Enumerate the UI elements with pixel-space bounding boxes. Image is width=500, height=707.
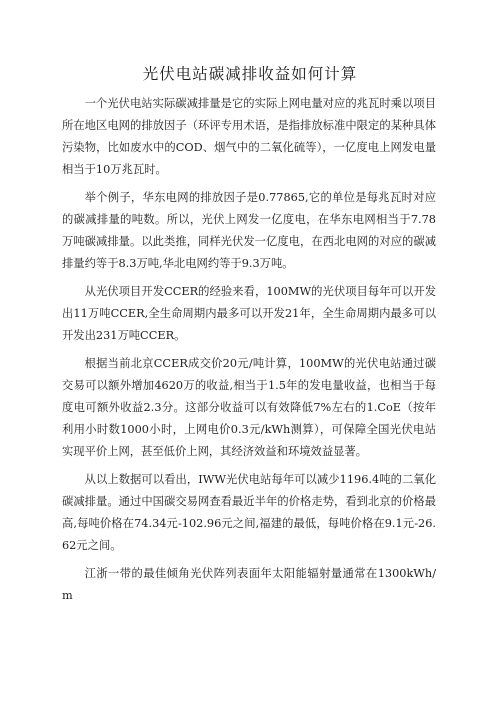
document-body bbox=[62, 93, 436, 613]
paragraph-1: 一个光伏电站实际碳减排量是它的实际上网电量对应的兆瓦时乘以项目所在地区电网的排放因子（环评专用术语，是指排放标准中限定的某种具体污染物，比如废水中的COD、烟气中的二氧化硫等），一亿度电上网发电量相当于10万兆瓦时。 bbox=[62, 97, 436, 176]
paragraph-3: 从光伏项目开发CCER的经验来看，100MW的光伏项目每年可以开发出11万吨CCER,全生命周期内最多可以开发21年，全生命周期内最多可以开发出231万吨CCER。 bbox=[62, 285, 436, 342]
paragraph-5: 从以上数据可以看出，IWW光伏电站每年可以减少1196.4吨的二氧化碳减排量。通过中国碳交易网查看最近半年的价格走势，看到北京的价格最高,每吨价格在74.34元-102.96元之间,福建的最低，每吨价格在9.1元-26.62元之间。 bbox=[62, 473, 436, 552]
paragraph-2: 举个例子，华东电网的排放因子是0.77865,它的单位是每兆瓦时对应的碳减排量的吨数。所以，光伏上网发一亿度电，在华东电网相当于7.78万吨碳减排量。以此类推，同样光伏发一亿度电，在西北电网的对应的碳减排量约等于8.3万吨,华北电网约等于9.3万吨。 bbox=[62, 191, 436, 270]
paragraph-6: 江浙一带的最佳倾角光伏阵列表面年太阳能辐射量通常在1300kWh/m bbox=[62, 567, 436, 602]
paragraph-4: 根据当前北京CCER成交价20元/吨计算，100MW的光伏电站通过碳交易可以额外增加4620万的收益,相当于1.5年的发电量收益，也相当于每度电可额外收益2.3分。这部分收益可以有效降低7%左右的1.CoE（按年利用小时数1000小时，上网电价0.3元/kWh测算），可保障全国光伏电站实现平价上网，甚至低价上网，其经济效益和环境效益显著。 bbox=[62, 357, 436, 458]
document-title: 光伏电站碳减排收益如何计算 bbox=[142, 65, 358, 83]
